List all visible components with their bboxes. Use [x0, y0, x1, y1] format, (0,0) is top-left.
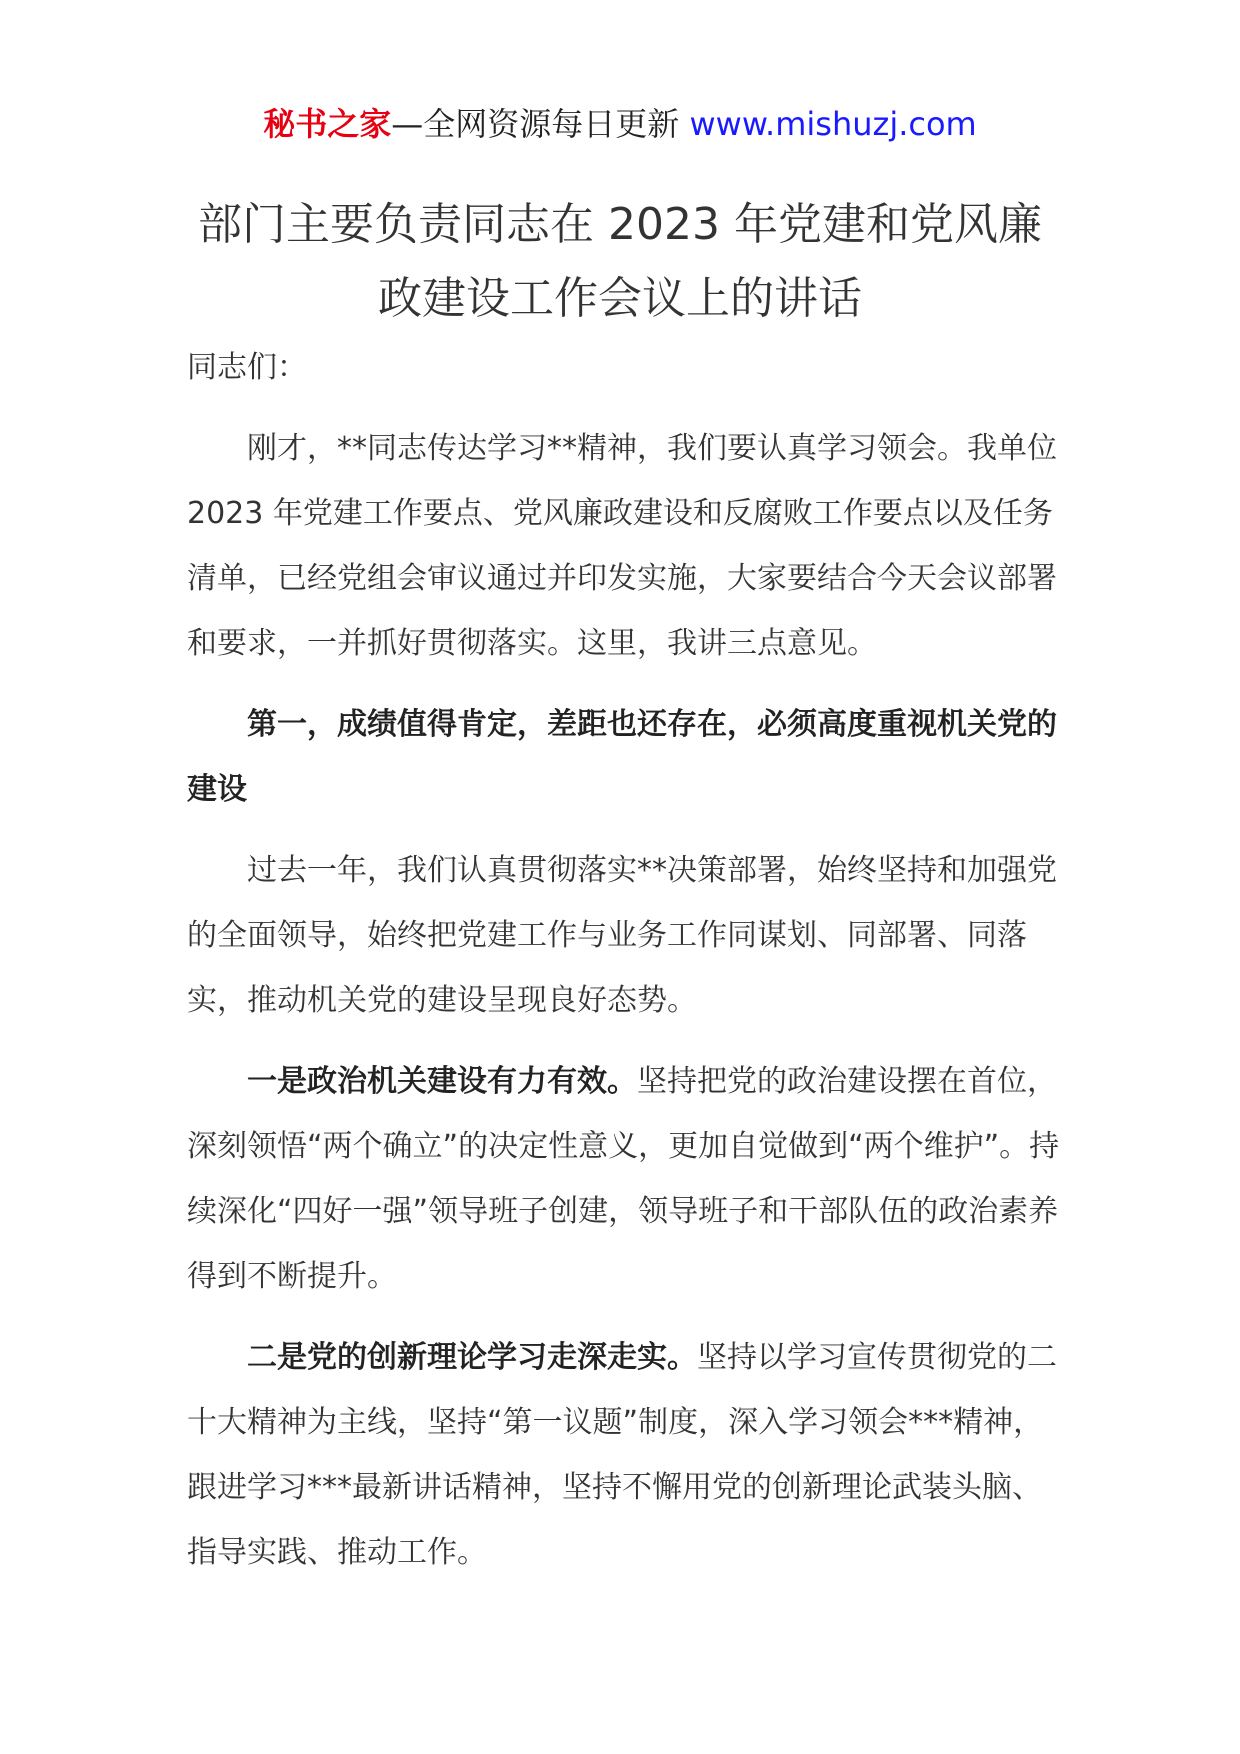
site-url[interactable]: www.mishuzj.com — [689, 105, 977, 143]
title-line-1: 部门主要负责同志在 2023 年党建和党风廉 — [198, 199, 1042, 250]
point-1-lead: 一是政治机关建设有力有效。 — [247, 1064, 637, 1099]
point-1-text: 坚持把党的政治建设摆在首位，深刻领悟“两个确立”的决定性意义，更加自觉做到“两个维护”。持续深化“四好一强”领导班子创建，领导班子和干部队伍的政治素养得到不断提升。 — [187, 1064, 1060, 1294]
document-title — [150, 188, 1090, 336]
point-2-lead: 二是党的创新理论学习走深走实。 — [247, 1340, 697, 1375]
title-line-2: 政建设工作会议上的讲话 — [378, 273, 862, 324]
paragraph-point-2 — [187, 1325, 1067, 1585]
salutation: 同志们： — [187, 350, 307, 385]
site-header — [0, 100, 1240, 148]
paragraph-intro: 刚才，**同志传达学习**精神，我们要认真学习领会。我单位 2023 年党建工作要点、党风廉政建设和反腐败工作要点以及任务清单，已经党组会审议通过并印发实施，大家要结合今天会议部署和要求，一并抓好贯彻落实。这里，我讲三点意见。 — [187, 431, 1057, 661]
paragraph-point-1 — [187, 1049, 1067, 1309]
document-body — [187, 335, 1067, 1585]
paragraph-review: 过去一年，我们认真贯彻落实**决策部署，始终坚持和加强党的全面领导，始终把党建工作与业务工作同谋划、同部署、同落实，推动机关党的建设呈现良好态势。 — [187, 853, 1057, 1018]
section-heading-1: 第一，成绩值得肯定，差距也还存在，必须高度重视机关党的建设 — [187, 707, 1057, 807]
brand-name: 秘书之家 — [263, 105, 392, 143]
header-tagline: —全网资源每日更新 — [391, 105, 680, 143]
point-2-text: 坚持以学习宣传贯彻党的二十大精神为主线，坚持“第一议题”制度，深入学习领会***精神，跟进学习***最新讲话精神，坚持不懈用党的创新理论武装头脑、指导实践、推动工作。 — [187, 1340, 1057, 1570]
